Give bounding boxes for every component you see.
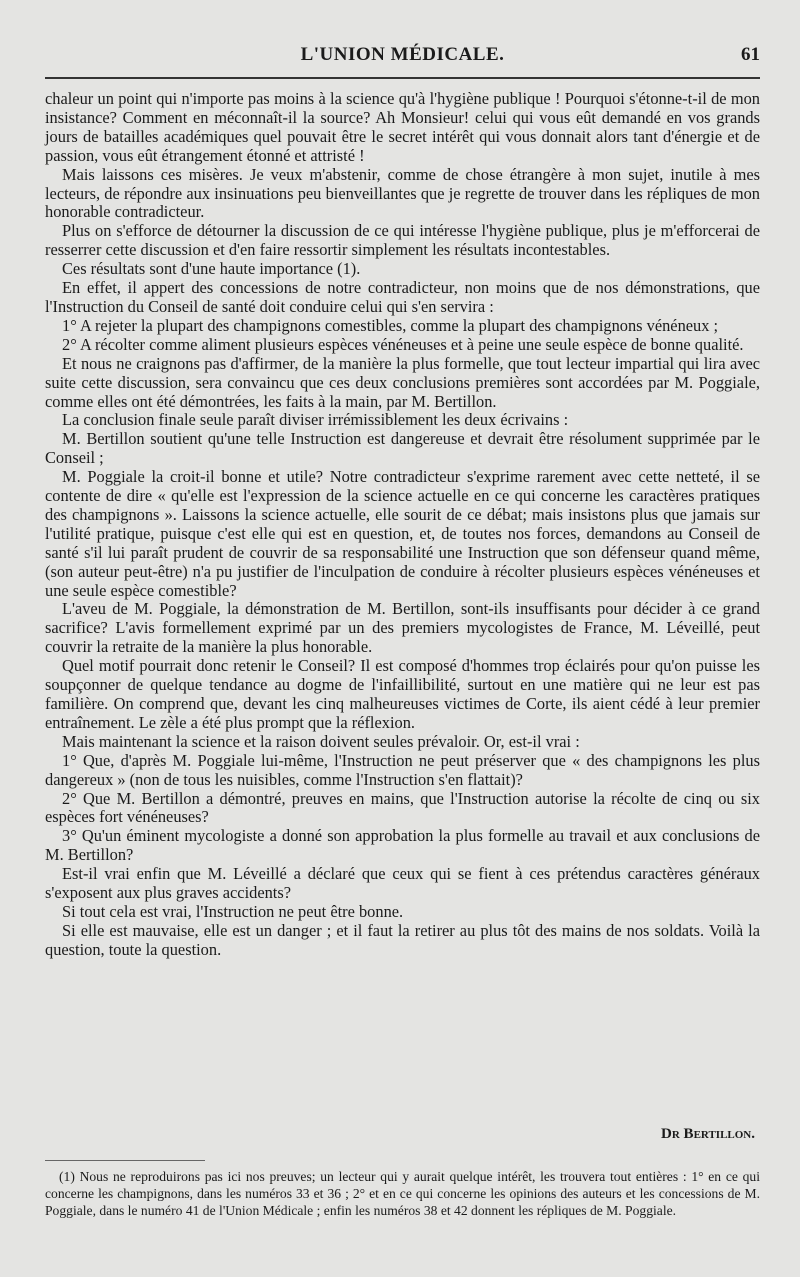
article-body — [45, 90, 760, 960]
paragraph: Et nous ne craignons pas d'affirmer, de la manière la plus formelle, que tout lecteur impartial qui lira avec suite cette discussion, sera convaincu que ces deux conclusions premières sont accordées par M. Poggiale, comme elles ont été démontrées, les faits à la main, par M. Bertillon. — [45, 353, 760, 411]
paragraph: Plus on s'efforce de détourner la discussion de ce qui intéresse l'hygiène publique, plus je m'efforcerai de resserrer cette discussion et d'en faire ressortir simplement les résultats incontestables. — [45, 221, 760, 260]
paragraph: Si tout cela est vrai, l'Instruction ne peut être bonne. — [62, 901, 404, 921]
paragraph: 1° A rejeter la plupart des champignons comestibles, comme la plupart des champignons vénéneux ; — [62, 315, 719, 335]
paragraph: Mais maintenant la science et la raison doivent seules prévaloir. Or, est-il vrai : — [62, 731, 580, 751]
paragraph: Quel motif pourrait donc retenir le Conseil? Il est composé d'hommes trop éclairés pour qu'on puisse les soupçonner de quelque tendance au dogme de l'infaillibilité, surtout en une matière qui ne leur est pas familière. On comprend que, devant les cinq malheureuses victimes de Corte, ils aient cédé à leur premier entraînement. Le zèle a été plus prompt que la réflexion. — [45, 656, 760, 732]
signature: Dr Bertillon. — [661, 1126, 755, 1142]
header-rule — [45, 77, 760, 79]
paragraph: 3° Qu'un éminent mycologiste a donné son approbation la plus formelle au travail et aux conclusions de M. Bertillon? — [45, 826, 760, 865]
paragraph: 2° A récolter comme aliment plusieurs espèces vénéneuses et à peine une seule espèce de bonne qualité. — [62, 334, 744, 354]
footnote-text: (1) Nous ne reproduirons pas ici nos preuves; un lecteur qui y aurait quelque intérêt, les trouvera tout entières : 1° en ce qui concerne les champignons, dans les numéros 33 et 36 ; 2° et en ce qui concerne les opinions des auteurs et les concessions de M. Poggiale, dans le numéro 41 de l'Union Médicale ; enfin les numéros 38 et 42 donnent les répliques de M. Poggiale. — [45, 1169, 760, 1218]
journal-title: L'UNION MÉDICALE. — [300, 44, 505, 65]
footnote — [45, 1168, 760, 1219]
footnote-rule — [45, 1160, 205, 1161]
paragraph: 2° Que M. Bertillon a démontré, preuves en mains, que l'Instruction autorise la récolte de cinq ou six espèces fort vénéneuses? — [45, 788, 760, 827]
paragraph: Mais laissons ces misères. Je veux m'abstenir, comme de chose étrangère à mon sujet, inutile à mes lecteurs, de répondre aux insinuations peu bienveillantes que je regrette de trouver dans les répliques de mon honorable contradicteur. — [45, 164, 760, 222]
page-number: 61 — [741, 44, 760, 65]
paragraph: chaleur un point qui n'importe pas moins à la science qu'à l'hygiène publique ! Pourquoi s'étonne-t-il de mon insistance? Comment en méconnaît-il la source? Ah Monsieur! celui qui vous eût demandé en vos grands jours de batailles académiques quel pouvait être le secret intérêt qui vous donnait alors tant d'énergie et de passion, vous eût étrangement étonné et attristé ! — [45, 89, 760, 165]
paragraph: Ces résultats sont d'une haute importance (1). — [62, 259, 361, 279]
paragraph: M. Bertillon soutient qu'une telle Instruction est dangereuse et devrait être résolument supprimée par le Conseil ; — [45, 429, 760, 468]
paragraph: En effet, il appert des concessions de notre contradicteur, non moins que de nos démonstrations, que l'Instruction du Conseil de santé doit conduire celui qui s'en servira : — [45, 278, 760, 316]
paragraph: M. Poggiale la croit-il bonne et utile? Notre contradicteur s'exprime rarement avec cette netteté, il se contente de dire « qu'elle est l'expression de la science actuelle en ce qui concerne les caractères pratiques des champignons ». Laissons la science actuelle, elle sourit de ce débat; mais insistons plus que jamais sur l'utilité pratique, puisque c'est elle qui est en question, et, de toutes nos forces, demandons au Conseil de santé s'il lui paraît prudent de couvrir de sa responsabilité une Instruction que son défenseur quand même, (son auteur peut-être) n'a pu justifier de l'inculpation de conduire à récolter plusieurs espèces vénéneuses et une seule espèce comestible? — [45, 467, 760, 600]
paragraph: Si elle est mauvaise, elle est un danger ; et il faut la retirer au plus tôt des mains de nos soldats. Voilà la question, toute la question. — [45, 920, 760, 959]
paragraph: 1° Que, d'après M. Poggiale lui-même, l'Instruction ne peut préserver que « des champignons les plus dangereux » (non de tous les nuisibles, comme l'Instruction s'en flattait)? — [45, 750, 760, 789]
paragraph: Est-il vrai enfin que M. Léveillé a déclaré que ceux qui se fient à ces prétendus caractères généraux s'exposent aux plus graves accidents? — [45, 864, 760, 903]
paragraph: La conclusion finale seule paraît diviser irrémissiblement les deux écrivains : — [62, 410, 569, 430]
running-header — [45, 44, 760, 74]
paragraph: L'aveu de M. Poggiale, la démonstration de M. Bertillon, sont-ils insuffisants pour décider à ce grand sacrifice? L'avis formellement exprimé par un des premiers mycologistes de France, M. Léveillé, peut couvrir la retraite de la manière la plus honorable. — [45, 599, 760, 657]
